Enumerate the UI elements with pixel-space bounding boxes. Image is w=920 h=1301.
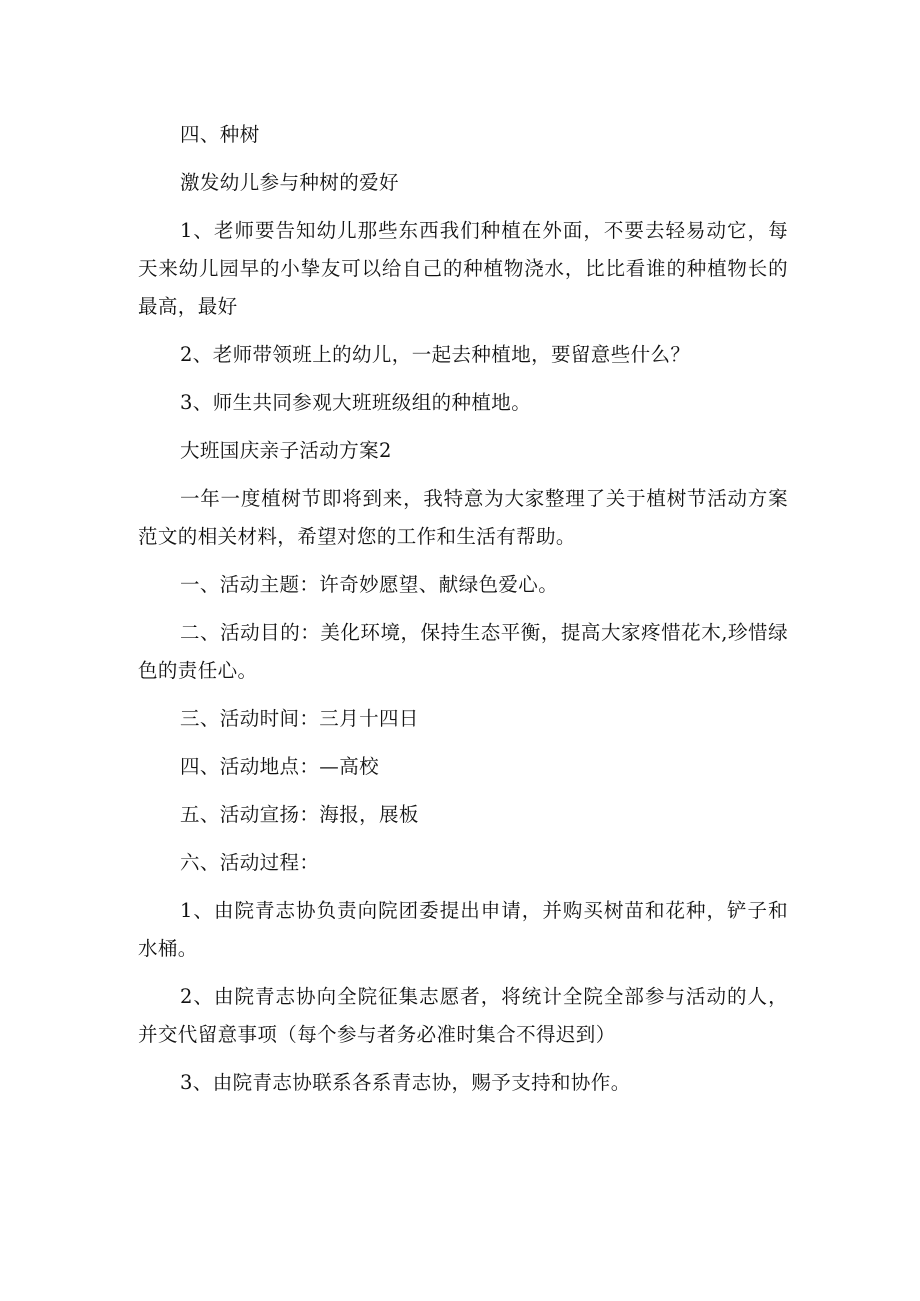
- paragraph-step-2: 2、老师带领班上的幼儿，一起去种植地，要留意些什么？: [180, 343, 691, 366]
- paragraph-process-3: 3、由院青志协联系各系青志协，赐予支持和协作。: [180, 1071, 631, 1094]
- paragraph-location: 四、活动地点：—高校: [180, 755, 380, 778]
- paragraph-process-1: 1、由院青志协负责向院团委提出申请，并购买树苗和花种，铲子和水桶。: [138, 899, 788, 960]
- paragraph-goal: 激发幼儿参与种树的爱好: [180, 171, 399, 194]
- paragraph-step-1: 1、老师要告知幼儿那些东西我们种植在外面，不要去轻易动它，每天来幼儿园早的小挚友可以给自己的种植物浇水，比比看谁的种植物长的最高，最好: [138, 219, 788, 318]
- paragraph-process-2: 2、由院青志协向全院征集志愿者，将统计全院全部参与活动的人，并交代留意事项（每个参与者务必准时集合不得迟到）: [138, 985, 788, 1046]
- paragraph-process-heading: 六、活动过程：: [180, 851, 320, 874]
- paragraph-intro: 一年一度植树节即将到来，我特意为大家整理了关于植树节活动方案范文的相关材料，希望对您的工作和生活有帮助。: [138, 487, 788, 548]
- paragraph-step-3: 3、师生共同参观大班班级组的种植地。: [180, 391, 532, 414]
- paragraph-purpose: 二、活动目的：美化环境，保持生态平衡，提高大家疼惜花木,珍惜绿色的责任心。: [138, 621, 788, 682]
- section-heading-plant-trees: 四、种树: [180, 123, 260, 146]
- section-title-plan-2: 大班国庆亲子活动方案2: [180, 439, 392, 462]
- paragraph-time: 三、活动时间：三月十四日: [180, 707, 419, 730]
- paragraph-publicity: 五、活动宣扬：海报，展板: [180, 803, 419, 826]
- paragraph-theme: 一、活动主题：许奇妙愿望、献绿色爱心。: [180, 573, 559, 596]
- document-body: [138, 116, 788, 1112]
